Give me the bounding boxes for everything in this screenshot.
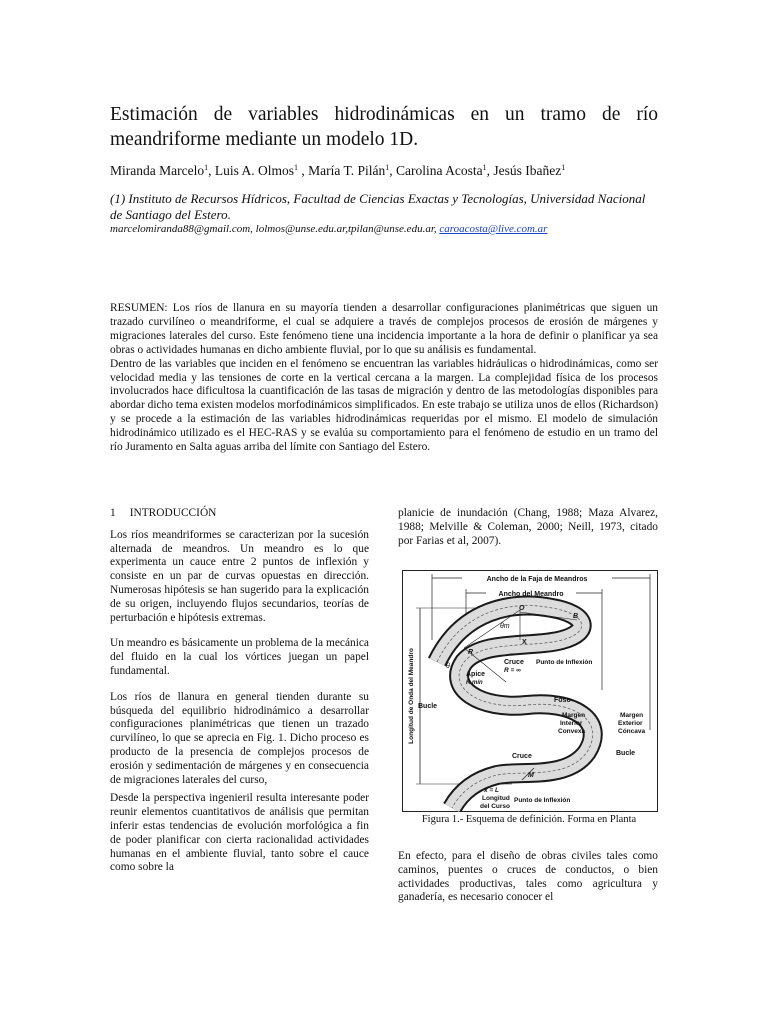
author-emails [110,222,670,236]
author-affiliation-mark: 1 [204,163,209,172]
author-affiliation-mark: 1 [482,163,487,172]
label-r-min: R mín [466,680,483,686]
label-cruce-top: Cruce [504,659,524,666]
label-theta: θ [446,663,450,670]
figure-caption: Figura 1.- Esquema de definición. Forma en Planta [421,814,637,825]
label-O: O [519,605,525,612]
meander-diagram [402,570,658,812]
email-link[interactable]: caroacosta@live.com.ar [439,223,548,235]
section-heading [110,507,369,521]
body-paragraph: En efecto, para el diseño de obras civiles tales como caminos, puentes o cruces de conductos, o bien actividades productivas, tales como agricultura y ganadería, es necesario conocer el [398,850,658,904]
section-title: INTRODUCCIÓN [129,507,217,519]
label-cruce-bottom: Cruce [512,753,532,760]
label-foso: Foso [554,697,571,704]
label-longitud-onda: Longitud de Onda del Meandro [408,648,415,744]
label-longitud-curso-1: Longitud [482,795,510,802]
author-name: Miranda Marcelo [110,163,205,178]
label-punto-inflexion-bottom: Punto de Inflexión [514,797,571,804]
affiliation: (1) Instituto de Recursos Hídricos, Facultad de Ciencias Exactas y Tecnologías, Universidad Nacional de Santiago del Estero. [110,191,646,222]
author-name: Carolina Acosta [395,163,483,178]
section-number: 1 [110,507,116,519]
label-margen-exterior-1: Margen [620,712,644,719]
author-name: Luis A. Olmos [214,163,294,178]
label-margen-exterior-2: Exterior [618,720,643,727]
author-affiliation-mark: 1 [385,163,390,172]
abstract-paragraph: Dentro de las variables que inciden en el fenómeno se encuentran las variables hidráulicas o hidrodinámicas, como ser velocidad media y las tensiones de corte en la vertical cercana a la margen. La complejidad física de los procesos involucrados hace dificultosa la cuantificación de las tasas de migración y dentro de las metodologías disponibles para abordar dicho tema existen modelos morfodinámicos simplificados. En este trabajo se utiliza unos de ellos (Richardson) y se procede a la estimación de las variables hidrodinámicas requeridas por el mismo. El modelo de simulación hidrodinámico utilizado es el HEC-RAS y se evalúa su comportamiento para el fenómeno de estudio en un tramo del río Juramento en Salta aguas arriba del límite con Santiago del Estero. [110,357,658,454]
body-paragraph: Desde la perspectiva ingenieril resulta interesante poder reunir elementos cuantitativos de análisis que permitan inferir estas tendencias de evolución morfológica a fin de poder planificar con cierta racionalidad actividades humanas en el ambiente fluvial, tanto sobre el cauce como sobre la [110,792,369,874]
label-margen-exterior-3: Cóncava [618,728,646,735]
left-column [110,507,369,875]
label-margen-interior-3: Convexa [558,728,586,735]
author-affiliation-mark: 1 [293,163,298,172]
label-r-infinito: R = ∞ [504,667,521,674]
body-paragraph: Los ríos meandriformes se caracterizan por la sucesión alternada de meandros. Un meandro es lo que experimenta un cauce entre 2 puntos de inflexión y consiste en un par de curvas opuestas en dirección. Numerosas hipótesis se han sugerido para la explicación de su origen, incluyendo flujos secundarios, teorías de perturbación e hipótesis extremas. [110,528,369,624]
abstract [110,302,658,455]
author-list: Miranda Marcelo$^1$, Luis A. Olmos$^1$ , María T. Pilán$^1$, Carolina Acosta$^1$, Jesús Ibañez$^1$ [110,163,566,178]
author-affiliation-mark: 1 [561,163,566,172]
meander-figure [402,570,658,812]
label-x-igual-l: x = L [484,787,499,794]
abstract-paragraph: RESUMEN: Los ríos de llanura en su mayoría tienden a desarrollar configuraciones planimétricas que siguen un trazado curvilíneo o meandriforme, el cual se adquiere a través de complejos procesos de erosión de márgenes y migraciones laterales del curso. Este fenómeno tiene una incidencia importante a la hora de definir o planificar ya sea obras o actividades humanas en dicho ambiente fluvial, por lo que su análisis es fundamental. [110,302,658,356]
label-ancho-faja: Ancho de la Faja de Meandros [486,576,588,583]
label-M: M [528,772,534,779]
body-paragraph: Los ríos de llanura en general tienden durante su búsqueda del equilibrio hidrodinámico a desarrollar configuraciones planimétricas que tienen un trazado curvilíneo, lo que se aprecia en Fig. 1. Dicho proceso es producto de la presencia de complejos procesos de erosión y sedimentación de márgenes y en consecuencia de migraciones laterales del curso, [110,690,369,786]
label-R: R [468,649,474,656]
label-bucle-right: Bucle [616,750,636,757]
label-margen-interior-1: Margen [562,712,586,719]
label-theta-m: θm [500,623,510,630]
label-apice: Apice [466,671,486,678]
body-paragraph: planicie de inundación (Chang, 1988; Maza Alvarez, 1988; Melville & Coleman, 2000; Neill, 1973, citado por Farias et al, 2007). [398,507,658,547]
label-X: X [522,639,527,646]
label-margen-interior-2: Interior [560,720,583,727]
label-punto-inflexion-top: Punto de Inflexión [536,659,593,666]
author-name: María T. Pilán [308,163,386,178]
label-longitud-curso-2: del Curso [480,803,510,810]
right-column-top [398,507,658,548]
label-ancho-meandro: Ancho del Meandro [498,591,564,598]
label-bucle-left: Bucle [418,703,438,710]
paper-title: Estimación de variables hidrodinámicas en un tramo de río meandriforme mediante un modelo 1D. [110,104,658,150]
body-paragraph: Un meandro es básicamente un problema de la mecánica del fluido en la cual los vórtices juegan un papel fundamental. [110,637,369,677]
author-name: Jesús Ibañez [493,163,562,178]
email-list: marcelomiranda88@gmail.com, lolmos@unse.edu.ar,tpilan@unse.edu.ar, [110,223,440,235]
label-B: B [573,613,579,620]
right-column-bottom [398,850,658,905]
